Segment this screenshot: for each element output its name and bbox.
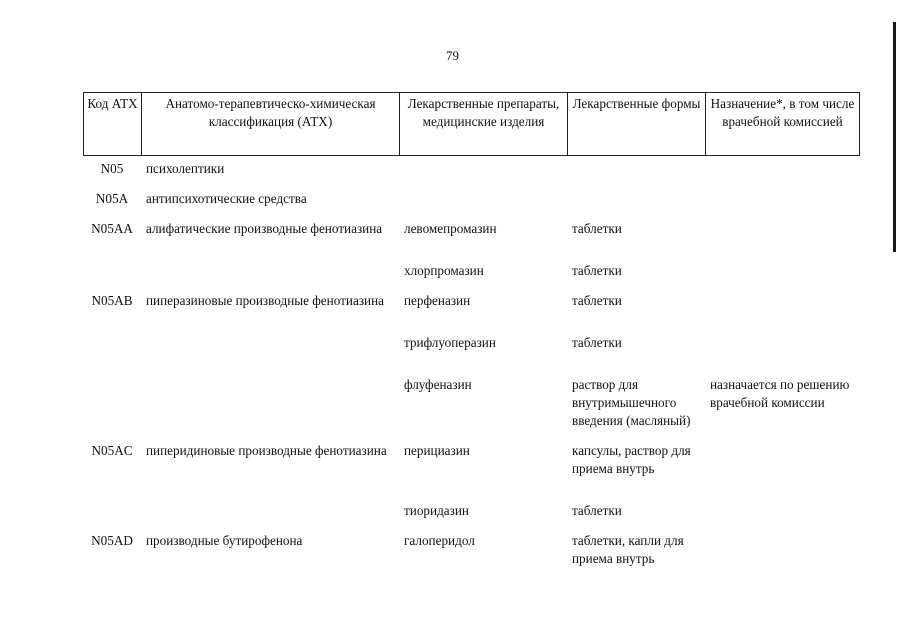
code-cell [83,490,141,532]
header-purpose: Назначение*, в том числе врачебной комиссией [706,93,860,156]
table-row [83,442,859,490]
note-cell [705,190,859,220]
form-cell: капсулы, раствор для приема внутрь [572,443,691,476]
code-cell: N05 [100,161,124,176]
header-classification: Анатомо-терапевтическо-химическая классификация (АТХ) [142,93,400,156]
form-cell: таблетки [572,335,622,350]
code-cell: N05AA [91,221,133,236]
form-cell: таблетки [572,263,622,278]
drug-cell: левомепромазин [404,221,497,236]
classification-cell: пиперидиновые производные фенотиазина [146,443,387,458]
header-code: Код АТХ [84,93,142,156]
drug-list-table [83,160,859,580]
table-row [83,490,859,532]
drug-cell: перициазин [404,443,470,458]
note-cell [705,220,859,250]
classification-cell: производные бутирофенона [146,533,303,548]
drug-cell: перфеназин [404,293,471,308]
scan-edge-bar [893,22,896,252]
note-cell [705,322,859,364]
code-cell: N05AC [91,443,133,458]
header-preparations: Лекарственные препараты, медицинские изделия [400,93,568,156]
form-cell [567,160,705,190]
form-cell: таблетки [572,503,622,518]
classification-cell [141,250,399,292]
drug-cell: флуфеназин [404,377,472,392]
table-row [83,160,859,190]
classification-cell: антипсихотические средства [146,191,307,206]
drug-cell: трифлуоперазин [404,335,496,350]
page-number: 79 [446,48,459,63]
classification-cell: психолептики [146,161,225,176]
header-forms: Лекарственные формы [568,93,706,156]
form-cell: раствор для внутримышечного введения (масляный) [572,377,691,428]
classification-cell: алифатические производные фенотиазина [146,221,383,236]
table-row [83,532,859,580]
form-cell [567,190,705,220]
form-cell: таблетки [572,221,622,236]
code-cell: N05A [95,191,129,206]
form-cell: таблетки [572,293,622,308]
note-cell [705,490,859,532]
drug-cell [399,160,567,190]
note-cell: назначается по решению врачебной комиссии [710,377,850,410]
table-row [83,190,859,220]
note-cell [705,442,859,490]
drug-cell: галоперидол [404,533,475,548]
table-row [83,250,859,292]
classification-cell [141,490,399,532]
table-row [83,292,859,322]
table-row [83,220,859,250]
classification-cell: пиперазиновые производные фенотиазина [146,293,384,308]
drug-cell: хлорпромазин [404,263,484,278]
drug-cell [399,190,567,220]
classification-cell [141,322,399,364]
code-cell [83,322,141,364]
table-row [83,364,859,442]
classification-cell [141,364,399,442]
drug-cell: тиоридазин [404,503,469,518]
code-cell: N05AB [91,293,133,308]
code-cell: N05AD [91,533,133,548]
code-cell [83,250,141,292]
table-row [83,322,859,364]
note-cell [705,292,859,322]
form-cell: таблетки, капли для приема внутрь [572,533,684,566]
note-cell [705,250,859,292]
note-cell [705,532,859,580]
column-header-table [83,92,860,156]
note-cell [705,160,859,190]
code-cell [83,364,141,442]
